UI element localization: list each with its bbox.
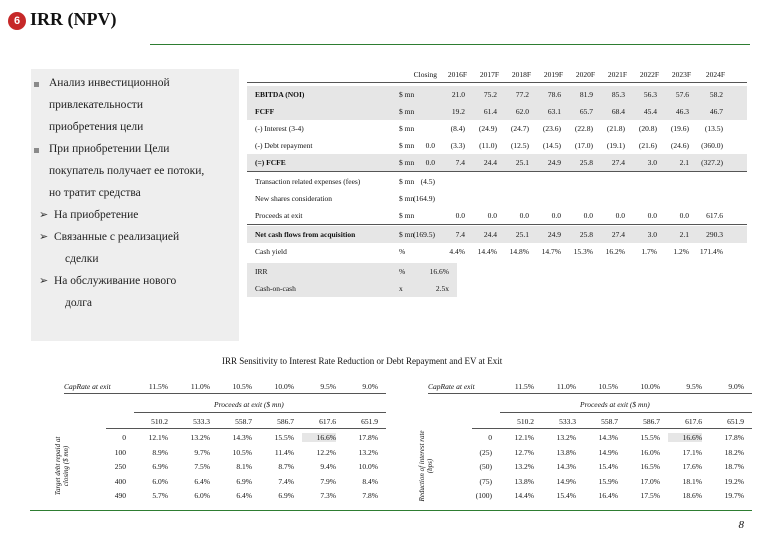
cell-value: (327.2) — [701, 158, 723, 167]
sensitivity-value: 8.4% — [362, 476, 378, 486]
cell-value: 617.6 — [706, 211, 723, 220]
sensitivity-title: IRR Sensitivity to Interest Rate Reduction or Debt Repayment and EV at Exit — [222, 356, 503, 366]
cell-value: 2.1 — [679, 230, 689, 239]
row-key: (25) — [479, 447, 492, 457]
bullet-text: При приобретении Цели — [49, 143, 170, 155]
cell-value: (8.4) — [450, 124, 465, 133]
cell-value: 46.7 — [709, 107, 723, 116]
cell-value: 24.4 — [483, 230, 497, 239]
cell-value: 24.4 — [483, 158, 497, 167]
cell-value: (19.6) — [670, 124, 689, 133]
column-header: 2018F — [511, 70, 531, 79]
row-unit: $ mn — [399, 124, 415, 133]
proceeds-label: Proceeds at exit ($ mn) — [580, 400, 650, 409]
proceeds-value: 617.6 — [685, 417, 702, 426]
row-key: (100) — [475, 491, 492, 500]
row-unit: $ mn — [399, 90, 415, 99]
table-row — [247, 86, 747, 103]
sensitivity-value: 5.7% — [152, 491, 168, 500]
sensitivity-value: 9.4% — [320, 462, 336, 471]
row-axis-label: Reduction of interest rate (bps) — [418, 430, 434, 502]
cell-value: 0.0 — [551, 211, 561, 220]
sensitivity-value: 16.6% — [302, 433, 336, 442]
proceeds-value: 586.7 — [277, 417, 294, 426]
sensitivity-value: 13.2% — [190, 433, 210, 442]
cell-value: (22.8) — [574, 124, 593, 133]
cell-value: 15.3% — [573, 247, 593, 256]
bullet-text: покупатель получает ее потоки, — [49, 165, 205, 177]
row-key: 400 — [114, 476, 126, 486]
sensitivity-value: 15.5% — [640, 433, 660, 442]
table-row — [247, 120, 747, 137]
sensitivity-value: 16.6% — [668, 433, 702, 442]
cell-value: (19.1) — [606, 141, 625, 150]
cell-value: (17.0) — [574, 141, 593, 150]
sensitivity-value: 8.9% — [152, 447, 168, 457]
proceeds-value: 533.3 — [193, 417, 210, 426]
row-unit: $ mn — [399, 158, 415, 167]
row-label: Transaction related expenses (fees) — [255, 177, 361, 186]
sensitivity-value: 6.9% — [278, 491, 294, 500]
footer-divider — [30, 510, 752, 511]
cell-value: 25.8 — [579, 158, 593, 167]
cell-value: 24.9 — [547, 230, 561, 239]
cell-value: 0.0 — [519, 211, 529, 220]
proceeds-rule — [500, 412, 752, 413]
cell-value: (14.5) — [542, 141, 561, 150]
row-key: 100 — [114, 447, 126, 457]
cell-value: 3.0 — [647, 158, 657, 167]
cell-value: 24.9 — [547, 158, 561, 167]
sensitivity-value: 19.7% — [724, 491, 744, 500]
bullet-text: но тратит средства — [49, 187, 141, 199]
cell-value: 25.8 — [579, 230, 593, 239]
cell-value: 2.1 — [679, 158, 689, 167]
grid-rule — [472, 428, 752, 429]
bullet-arrow-icon: ➢ — [39, 209, 49, 221]
cell-value: 0.0 — [615, 211, 625, 220]
table-row — [247, 173, 747, 190]
row-unit: % — [399, 247, 406, 256]
sensitivity-value: 7.9% — [320, 476, 336, 486]
row-label: (-) Interest (3-4) — [255, 124, 304, 133]
table-row — [247, 243, 747, 260]
sensitivity-value: 17.5% — [640, 491, 660, 500]
cell-value: 62.0 — [515, 107, 529, 116]
proceeds-value: 510.2 — [151, 417, 168, 426]
sensitivity-value: 17.8% — [358, 433, 378, 442]
row-unit: $ mn — [399, 211, 415, 220]
cell-value: 58.2 — [709, 90, 723, 99]
summary-value: 2.5x — [435, 284, 449, 293]
row-unit: $ mn — [399, 177, 415, 186]
column-header: 2019F — [543, 70, 563, 79]
sensitivity-value: 14.3% — [232, 433, 252, 442]
caprate-rule — [64, 393, 386, 394]
page-number: 8 — [738, 519, 744, 531]
cell-value: 14.4% — [477, 247, 497, 256]
table-row — [247, 190, 747, 207]
cell-value: 0.0 — [425, 158, 435, 167]
cell-value: 27.4 — [611, 158, 625, 167]
sensitivity-value: 7.4% — [278, 476, 294, 486]
proceeds-value: 651.9 — [361, 417, 378, 426]
cell-value: 14.8% — [509, 247, 529, 256]
cell-value: (24.9) — [478, 124, 497, 133]
bullet-text: На обслуживание нового — [54, 275, 177, 287]
sensitivity-value: 8.1% — [236, 462, 252, 471]
caprate-value: 10.5% — [232, 382, 252, 391]
cell-value: 1.7% — [641, 247, 657, 256]
cell-value: 0.0 — [425, 141, 435, 150]
grid-rule — [106, 428, 386, 429]
cell-value: 45.4 — [643, 107, 657, 116]
sensitivity-value: 18.6% — [682, 491, 702, 500]
column-header: Closing — [413, 70, 437, 79]
sensitivity-value: 6.4% — [236, 491, 252, 500]
sensitivity-value: 6.0% — [152, 476, 168, 486]
summary-unit: % — [399, 267, 406, 276]
row-key: (75) — [479, 476, 492, 486]
sensitivity-value: 6.0% — [194, 491, 210, 500]
cell-value: (360.0) — [701, 141, 723, 150]
cell-value: 85.3 — [611, 90, 625, 99]
sensitivity-value: 14.9% — [598, 447, 618, 457]
sensitivity-value: 19.2% — [724, 476, 744, 486]
cell-value: 75.2 — [483, 90, 497, 99]
sensitivity-value: 16.0% — [640, 447, 660, 457]
sensitivity-value: 12.1% — [148, 433, 168, 442]
cell-value: (21.8) — [606, 124, 625, 133]
bullet-text: Анализ инвестиционной — [49, 77, 170, 89]
caprate-value: 11.0% — [556, 382, 576, 391]
summary-value: 16.6% — [429, 267, 449, 276]
sensitivity-table-debt — [36, 380, 378, 505]
row-label: Cash yield — [255, 247, 287, 256]
sensitivity-value: 6.9% — [152, 462, 168, 471]
cell-value: 81.9 — [579, 90, 593, 99]
caprate-value: 9.5% — [686, 382, 702, 391]
table-row — [247, 137, 747, 154]
cell-value: (23.6) — [542, 124, 561, 133]
bullet-square-icon — [34, 82, 39, 87]
cell-value: (3.3) — [450, 141, 465, 150]
row-unit: $ mn — [399, 141, 415, 150]
summary-row — [247, 263, 457, 280]
caprate-value: 9.0% — [362, 382, 378, 391]
sensitivity-value: 13.2% — [556, 433, 576, 442]
sensitivity-table-interest — [400, 380, 752, 505]
proceeds-value: 558.7 — [235, 417, 252, 426]
sensitivity-value: 7.3% — [320, 491, 336, 500]
bullet-panel — [31, 69, 239, 341]
sensitivity-value: 18.1% — [682, 476, 702, 486]
sensitivity-value: 7.5% — [194, 462, 210, 471]
cell-value: (169.5) — [413, 230, 435, 239]
sensitivity-value: 15.4% — [556, 491, 576, 500]
cell-value: 0.0 — [487, 211, 497, 220]
sensitivity-value: 11.4% — [274, 447, 294, 457]
row-label: New shares consideration — [255, 194, 333, 203]
cell-value: (24.6) — [670, 141, 689, 150]
cell-value: 0.0 — [647, 211, 657, 220]
bullet-square-icon — [34, 148, 39, 153]
bullet-text: На приобретение — [54, 209, 139, 221]
cell-value: (164.9) — [413, 194, 435, 203]
cell-value: 61.4 — [483, 107, 497, 116]
cell-value: 46.3 — [675, 107, 689, 116]
cell-value: 77.2 — [515, 90, 529, 99]
column-header: 2022F — [639, 70, 659, 79]
row-axis-label: Target debt repaid at closing ($ mn) — [54, 436, 70, 496]
row-label: (=) FCFE — [255, 158, 286, 167]
sensitivity-value: 17.8% — [724, 433, 744, 442]
caprate-value: 10.0% — [640, 382, 660, 391]
sensitivity-value: 17.6% — [682, 462, 702, 471]
cell-value: 63.1 — [547, 107, 561, 116]
sensitivity-value: 13.8% — [514, 476, 534, 486]
row-key: 0 — [488, 433, 492, 442]
column-header: 2023F — [671, 70, 691, 79]
row-unit: $ mn — [399, 107, 415, 116]
cell-value: 4.4% — [449, 247, 465, 256]
cell-value: 78.6 — [547, 90, 561, 99]
summary-unit: x — [399, 284, 403, 293]
caprate-value: 11.5% — [514, 382, 534, 391]
cell-value: (11.0) — [479, 141, 497, 150]
cell-value: 7.4 — [455, 230, 465, 239]
table-row — [247, 207, 747, 224]
sensitivity-value: 12.1% — [514, 433, 534, 442]
row-label: FCFF — [255, 107, 275, 116]
section-rule — [247, 171, 747, 172]
sensitivity-value: 7.8% — [362, 491, 378, 500]
cell-value: 25.1 — [515, 158, 529, 167]
caprate-value: 9.5% — [320, 382, 336, 391]
bullet-text: Связанные с реализацией — [54, 231, 180, 243]
cell-value: 65.7 — [579, 107, 593, 116]
cell-value: 3.0 — [647, 230, 657, 239]
row-label: EBITDA (NOI) — [255, 90, 305, 99]
slide-title: IRR (NPV) — [30, 9, 117, 29]
sensitivity-value: 17.1% — [682, 447, 702, 457]
sensitivity-value: 12.2% — [316, 447, 336, 457]
section-rule — [247, 224, 747, 225]
cell-value: (12.5) — [510, 141, 529, 150]
cell-value: 290.3 — [706, 230, 723, 239]
bullet-text: приобретения цели — [49, 121, 144, 133]
caprate-rule — [428, 393, 752, 394]
bullet-text: сделки — [65, 253, 99, 265]
column-header: 2020F — [575, 70, 595, 79]
caprate-value: 10.5% — [598, 382, 618, 391]
row-label: Net cash flows from acquisition — [255, 230, 356, 239]
sensitivity-value: 6.4% — [194, 476, 210, 486]
cell-value: 68.4 — [611, 107, 625, 116]
bullet-text: долга — [65, 297, 93, 309]
header-rule — [247, 82, 747, 83]
sensitivity-value: 18.2% — [724, 447, 744, 457]
caprate-value: 11.0% — [190, 382, 210, 391]
cell-value: 0.0 — [679, 211, 689, 220]
sensitivity-value: 12.7% — [514, 447, 534, 457]
proceeds-value: 586.7 — [643, 417, 660, 426]
row-unit: $ mn — [399, 194, 415, 203]
sensitivity-value: 15.9% — [598, 476, 618, 486]
sensitivity-value: 14.3% — [598, 433, 618, 442]
cell-value: 0.0 — [583, 211, 593, 220]
summary-label: IRR — [255, 267, 268, 276]
sensitivity-value: 15.5% — [274, 433, 294, 442]
cell-value: 16.2% — [605, 247, 625, 256]
title-divider — [150, 44, 750, 45]
sensitivity-value: 15.4% — [598, 462, 618, 471]
cell-value: 56.3 — [643, 90, 657, 99]
cell-value: 25.1 — [515, 230, 529, 239]
sensitivity-value: 6.9% — [236, 476, 252, 486]
proceeds-value: 510.2 — [517, 417, 534, 426]
summary-row — [247, 280, 457, 297]
column-header: 2016F — [447, 70, 467, 79]
caprate-value: 10.0% — [274, 382, 294, 391]
row-unit: $ mn — [399, 230, 415, 239]
proceeds-value: 651.9 — [727, 417, 744, 426]
bullet-arrow-icon: ➢ — [39, 231, 49, 243]
cell-value: 27.4 — [611, 230, 625, 239]
row-key: (50) — [479, 462, 492, 471]
cell-value: (4.5) — [420, 177, 435, 186]
proceeds-label: Proceeds at exit ($ mn) — [214, 400, 284, 409]
sensitivity-value: 13.8% — [556, 447, 576, 457]
caprate-label: CapRate at exit — [64, 382, 111, 391]
sensitivity-value: 14.4% — [514, 491, 534, 500]
sensitivity-value: 14.9% — [556, 476, 576, 486]
bullet-arrow-icon: ➢ — [39, 275, 49, 287]
sensitivity-value: 13.2% — [514, 462, 534, 471]
row-key: 0 — [122, 433, 126, 442]
sensitivity-value: 16.4% — [598, 491, 618, 500]
caprate-label: CapRate at exit — [428, 382, 475, 391]
caprate-value: 11.5% — [148, 382, 168, 391]
sensitivity-value: 16.5% — [640, 462, 660, 471]
sensitivity-value: 13.2% — [358, 447, 378, 457]
row-key: 250 — [114, 462, 126, 471]
proceeds-rule — [134, 412, 386, 413]
sensitivity-value: 9.7% — [194, 447, 210, 457]
sensitivity-value: 10.0% — [358, 462, 378, 471]
caprate-value: 9.0% — [728, 382, 744, 391]
cell-value: 21.0 — [451, 90, 465, 99]
column-header: 2024F — [705, 70, 725, 79]
cell-value: (20.8) — [638, 124, 657, 133]
cell-value: (24.7) — [510, 124, 529, 133]
cell-value: 19.2 — [451, 107, 465, 116]
sensitivity-value: 18.7% — [724, 462, 744, 471]
cell-value: (13.5) — [704, 124, 723, 133]
cell-value: 7.4 — [455, 158, 465, 167]
table-row — [247, 226, 747, 243]
summary-label: Cash-on-cash — [255, 284, 296, 293]
table-row — [247, 154, 747, 171]
column-header: 2017F — [479, 70, 499, 79]
sensitivity-value: 10.5% — [232, 447, 252, 457]
cell-value: 0.0 — [455, 211, 465, 220]
cell-value: (21.6) — [638, 141, 657, 150]
sensitivity-value: 17.0% — [640, 476, 660, 486]
cell-value: 14.7% — [541, 247, 561, 256]
proceeds-value: 617.6 — [319, 417, 336, 426]
cell-value: 171.4% — [699, 247, 723, 256]
cell-value: 57.6 — [675, 90, 689, 99]
column-header: 2021F — [607, 70, 627, 79]
table-row — [247, 103, 747, 120]
sensitivity-value: 14.3% — [556, 462, 576, 471]
row-label: Proceeds at exit — [255, 211, 303, 220]
row-key: 490 — [114, 491, 126, 500]
bullet-text: привлекательности — [49, 99, 143, 111]
sensitivity-value: 8.7% — [278, 462, 294, 471]
row-label: (-) Debt repayment — [255, 141, 313, 150]
slide-number-badge: 6 — [8, 12, 26, 30]
proceeds-value: 558.7 — [601, 417, 618, 426]
proceeds-value: 533.3 — [559, 417, 576, 426]
cell-value: 1.2% — [673, 247, 689, 256]
